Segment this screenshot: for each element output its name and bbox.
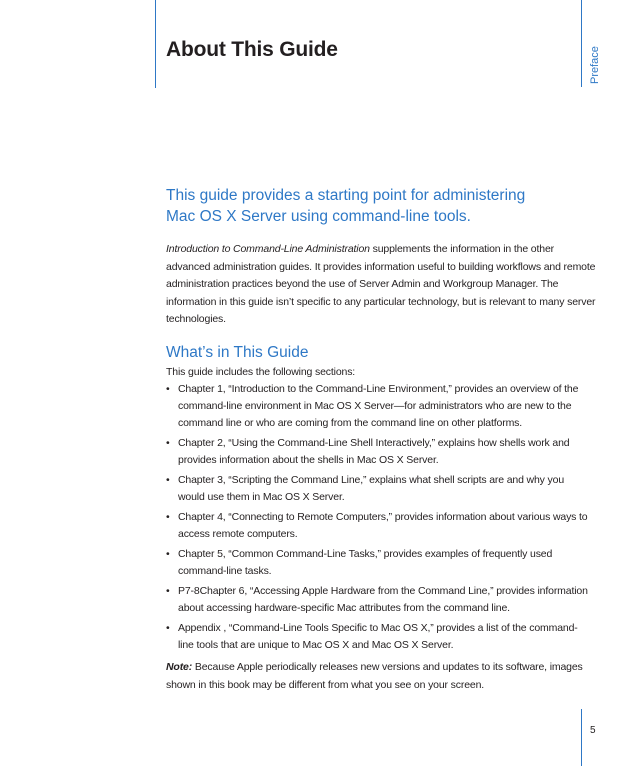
page-title: About This Guide — [166, 38, 338, 61]
preface-side-label: Preface — [589, 46, 601, 84]
list-item — [166, 472, 591, 506]
list-item-text: Chapter 1, “Introduction to the Command-Line Environment,” provides an overview of the command-line environment in Mac OS X Server—for administrators who are new to the command line or who are coming from the command line on other platforms. — [178, 383, 579, 429]
bullet-icon: • — [166, 511, 170, 523]
list-item — [166, 620, 591, 654]
list-item-text: Chapter 5, “Common Command-Line Tasks,” provides examples of frequently used command-line tasks. — [178, 548, 553, 577]
section-intro: This guide includes the following sections: — [166, 366, 356, 378]
bullet-icon: • — [166, 437, 170, 449]
list-item — [166, 509, 591, 543]
list-item — [166, 435, 591, 469]
page-number: 5 — [590, 725, 596, 736]
list-item-text: Appendix , “Command-Line Tools Specific to Mac OS X,” provides a list of the command-line tools that are unique to Mac OS X and Mac OS X Server. — [178, 622, 578, 651]
bullet-icon: • — [166, 548, 170, 560]
note-label: Note: — [166, 661, 193, 673]
intro-italic-lead: Introduction to Command-Line Administration — [166, 243, 370, 255]
intro-paragraph — [166, 241, 596, 329]
note-text: Because Apple periodically releases new versions and updates to its software, images shown in this book may be different from what you see on your screen. — [166, 661, 583, 691]
footer-rule — [581, 709, 582, 766]
list-item — [166, 583, 591, 617]
list-item-text: Chapter 4, “Connecting to Remote Computers,” provides information about various ways to access remote computers. — [178, 511, 588, 540]
intro-heading: This guide provides a starting point for administering Mac OS X Server using command-line tools. — [166, 187, 526, 225]
bullet-icon: • — [166, 474, 170, 486]
chapter-list — [166, 381, 591, 657]
list-item — [166, 381, 591, 432]
bullet-icon: • — [166, 622, 170, 634]
list-item — [166, 546, 591, 580]
intro-paragraph-rest: supplements the information in the other advanced administration guides. It provides information useful to building workflows and remote administration practices beyond the use of Server Admin and Workgroup Manager. The information in this guide isn’t specific to any particular technology, but is relevant to many server technologies. — [166, 243, 596, 325]
section-heading: What’s in This Guide — [166, 344, 309, 361]
bullet-icon: • — [166, 383, 170, 395]
list-item-text: P7-8Chapter 6, “Accessing Apple Hardware from the Command Line,” provides information about accessing hardware-specific Mac attributes from the command line. — [178, 585, 588, 614]
header-rule-left — [155, 0, 156, 88]
header-rule-right — [581, 0, 582, 87]
note-paragraph — [166, 658, 596, 694]
list-item-text: Chapter 2, “Using the Command-Line Shell Interactively,” explains how shells work and provides information about the shells in Mac OS X Server. — [178, 437, 570, 466]
list-item-text: Chapter 3, “Scripting the Command Line,” explains what shell scripts are and why you would use them in Mac OS X Server. — [178, 474, 565, 503]
bullet-icon: • — [166, 585, 170, 597]
